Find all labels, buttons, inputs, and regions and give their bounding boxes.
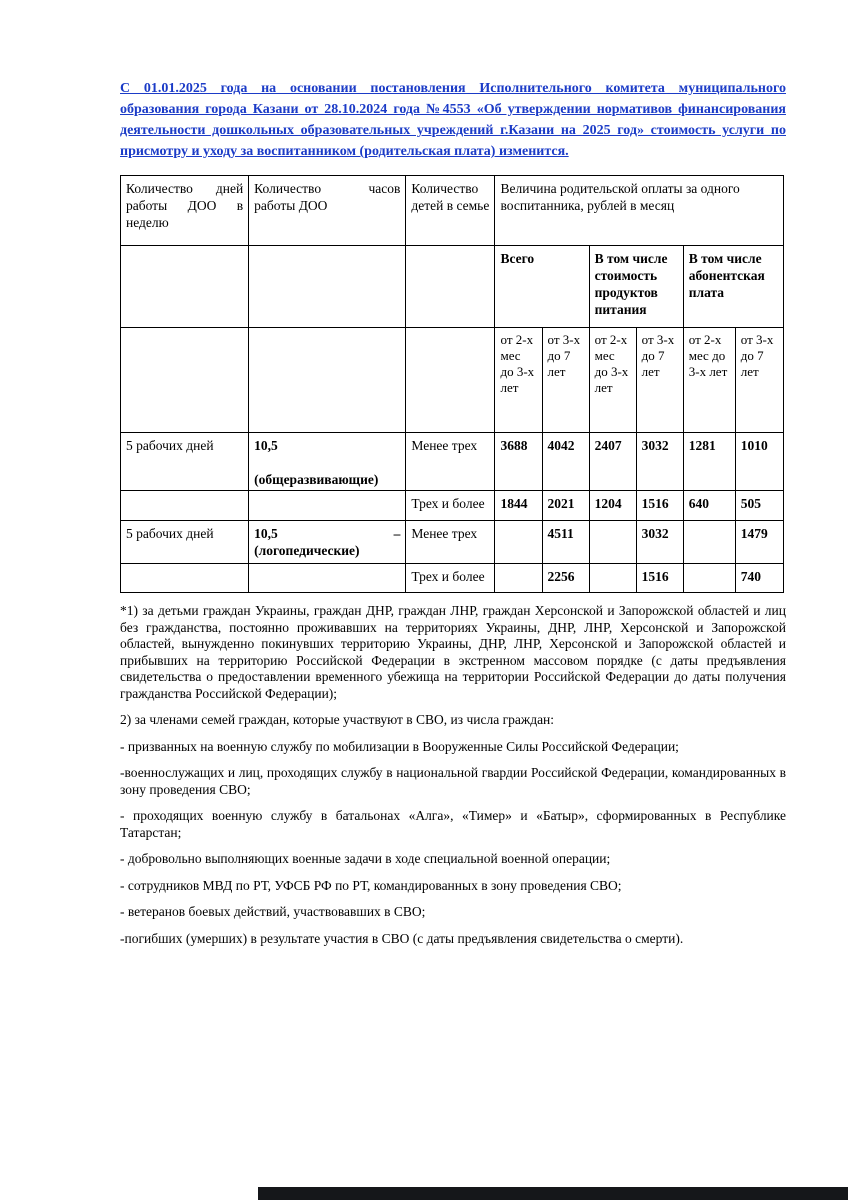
- intro-paragraph: С 01.01.2025 года на основании постановления Исполнительного комитета муниципального образования города Казани от 28.10.2024 года №4553 «Об утверждении нормативов финансирования деятельности дошкольных образовательных учреждений г.Казани на 2025 год» стоимость услуги по присмотру и уходу за воспитанником (родительская плата) изменится.: [120, 81, 786, 159]
- value-cell: [495, 564, 542, 593]
- footnote: - призванных на военную службу по мобилизации в Вооруженные Силы Российской Федерации;: [120, 738, 679, 754]
- bottom-bar: [258, 1187, 848, 1200]
- value-cell: 4511: [542, 521, 589, 564]
- cell-days: [121, 564, 249, 593]
- table-row: [121, 433, 784, 491]
- footnote: -погибших (умерших) в результате участия в СВО (с даты предъявления свидетельства о смерти).: [120, 930, 684, 946]
- value-cell: 1516: [636, 564, 683, 593]
- empty-cell: [121, 328, 249, 433]
- cell-hours: [249, 521, 406, 564]
- header-hours: Количество часов работы ДОО: [249, 176, 406, 246]
- age-range-header: от 3-х до 7 лет: [636, 328, 683, 433]
- header-days: Количество дней работы ДОО в неделю: [121, 176, 249, 246]
- cell-days: [121, 491, 249, 521]
- cell-children: Менее трех: [406, 521, 495, 564]
- age-range-header: от 2-х мес до 3-х лет: [495, 328, 542, 433]
- cell-children: Менее трех: [406, 433, 495, 491]
- age-range-header: от 2-х мес до 3-х лет: [589, 328, 636, 433]
- age-range-header: от 2-х мес до 3-х лет: [683, 328, 735, 433]
- value-cell: 1844: [495, 491, 542, 521]
- value-cell: 640: [683, 491, 735, 521]
- empty-cell: [249, 246, 406, 328]
- header-row-1: [121, 176, 784, 246]
- hours-value: 10,5 –: [254, 526, 401, 541]
- footnote: - сотрудников МВД по РТ, УФСБ РФ по РТ, командированных в зону проведения СВО;: [120, 877, 622, 893]
- value-cell: 1204: [589, 491, 636, 521]
- footnote: *1) за детьми граждан Украины, граждан ДНР, граждан ЛНР, граждан Херсонской и Запорожской областей и лиц без гражданства, постоянно проживавших на территориях Украины, ДНР, ЛНР, Херсонской и Запорожской областей, вынужденно покинувших территорию Украины, ДНР, ЛНР, Херсонской и Запорожской областей и прибывших на территорию Российской Федерации в экстренном массовом порядке (с даты предъявления свидетельства о предоставлении временного убежища на территории Российской Федерации до даты получения гражданства Российской Федерации);: [120, 603, 786, 701]
- empty-cell: [121, 246, 249, 328]
- header-row-2: [121, 246, 784, 328]
- cell-hours: [249, 491, 406, 521]
- footnote: - добровольно выполняющих военные задачи в ходе специальной военной операции;: [120, 851, 611, 866]
- value-cell: 1281: [683, 433, 735, 491]
- age-range-header: от 3-х до 7 лет: [735, 328, 783, 433]
- table-row: [121, 521, 784, 564]
- footnotes-section: [120, 603, 786, 947]
- cell-children: Трех и более: [406, 491, 495, 521]
- value-cell: [589, 521, 636, 564]
- cell-hours: [249, 433, 406, 491]
- empty-cell: [406, 328, 495, 433]
- hours-value: 10,5: [254, 438, 278, 453]
- cell-hours: [249, 564, 406, 593]
- header-row-3: [121, 328, 784, 433]
- value-cell: 3688: [495, 433, 542, 491]
- table-row: [121, 491, 784, 521]
- table-row: [121, 564, 784, 593]
- value-cell: 505: [735, 491, 783, 521]
- footnote: - ветеранов боевых действий, участвовавших в СВО;: [120, 904, 426, 919]
- value-cell: [589, 564, 636, 593]
- value-cell: [683, 564, 735, 593]
- value-cell: 1516: [636, 491, 683, 521]
- value-cell: 1010: [735, 433, 783, 491]
- value-cell: 3032: [636, 433, 683, 491]
- value-cell: 4042: [542, 433, 589, 491]
- empty-cell: [249, 328, 406, 433]
- value-cell: 2256: [542, 564, 589, 593]
- age-range-header: от 3-х до 7 лет: [542, 328, 589, 433]
- value-cell: 2407: [589, 433, 636, 491]
- header-payment: Величина родительской оплаты за одного воспитанника, рублей в месяц: [495, 176, 784, 246]
- footnote: - проходящих военную службу в батальонах «Алга», «Тимер» и «Батыр», сформированных в Республике Татарстан;: [120, 808, 786, 840]
- cell-children: Трех и более: [406, 564, 495, 593]
- group-header-subscription: В том числе абонентская плата: [683, 246, 783, 328]
- value-cell: [683, 521, 735, 564]
- hours-note: (общеразвивающие): [254, 472, 379, 487]
- header-children: Количество детей в семье: [406, 176, 495, 246]
- tariff-table: [120, 175, 784, 593]
- hours-note: (логопедические): [254, 543, 360, 558]
- value-cell: [495, 521, 542, 564]
- value-cell: 740: [735, 564, 783, 593]
- group-header-total: Всего: [495, 246, 589, 328]
- cell-days: 5 рабочих дней: [121, 521, 249, 564]
- cell-days: 5 рабочих дней: [121, 433, 249, 491]
- value-cell: 2021: [542, 491, 589, 521]
- group-header-food: В том числе стоимость продуктов питания: [589, 246, 683, 328]
- value-cell: 1479: [735, 521, 783, 564]
- empty-cell: [406, 246, 495, 328]
- footnote: -военнослужащих и лиц, проходящих службу в национальной гвардии Российской Федерации, командированных в зону проведения СВО;: [120, 765, 786, 797]
- value-cell: 3032: [636, 521, 683, 564]
- footnote: 2) за членами семей граждан, которые участвуют в СВО, из числа граждан:: [120, 712, 555, 727]
